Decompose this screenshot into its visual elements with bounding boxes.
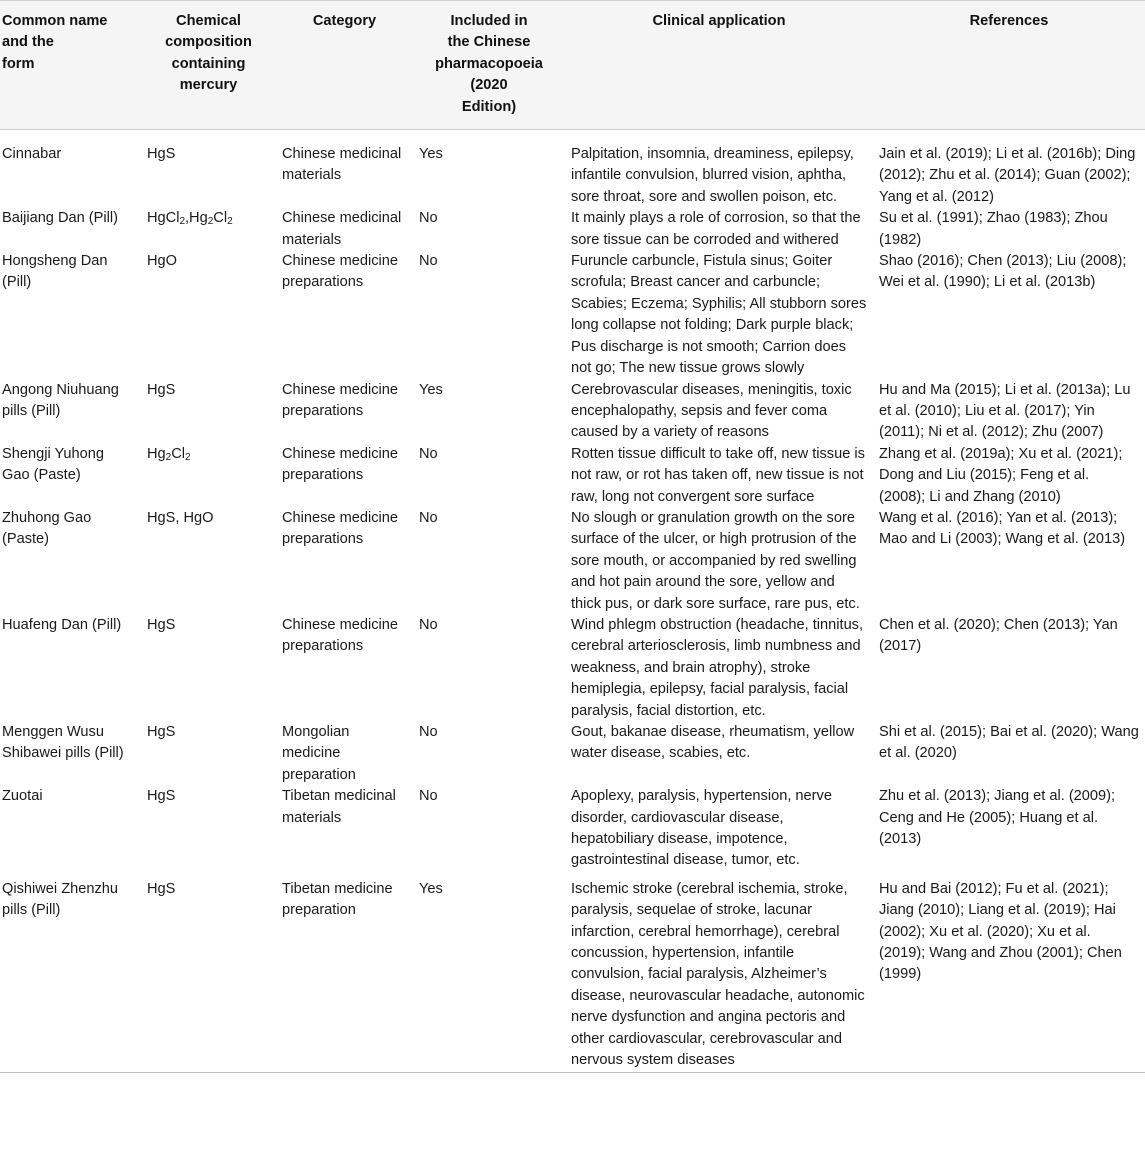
cell-included-text: No [419,509,438,526]
cell-clinical-application [565,380,873,444]
header-category: Category [312,13,377,29]
cell-included-text: Yes [419,381,443,398]
cell-references [873,879,1145,1072]
cell-category [276,786,413,879]
cell-clinical-application-text: Rotten tissue difficult to take off, new tissue is not raw, or rot has taken off, new tissue is not raw, long not convergent sore surface [571,445,865,505]
table-row [0,786,1145,879]
cell-common-name [0,380,141,444]
cell-chemical-composition [141,444,276,508]
cell-chemical-composition-text: HgO [147,253,178,270]
table-body [0,130,1145,1072]
cell-chemical-composition-text: $HgCl_2,Hg_2Cl_2$ [147,210,233,228]
cell-included [413,879,565,1072]
cell-chemical-composition [141,380,276,444]
header-row [0,1,1145,130]
cell-references [873,444,1145,508]
cell-included [413,380,565,444]
cell-category [276,722,413,786]
cell-common-name-text: Hongsheng Dan (Pill) [2,253,108,291]
header-references: References [969,13,1049,29]
cell-references [873,380,1145,444]
table-row [0,251,1145,379]
cell-included-text: No [419,616,438,633]
cell-references [873,508,1145,615]
cell-clinical-application-text: Palpitation, insomnia, dreaminess, epilepsy, infantile convulsion, blurred vision, aphtha, sore throat, sore and swollen poison, etc. [571,146,854,205]
header-chemical-composition: Chemical composition containing mercury [165,13,252,94]
cell-common-name-text: Baijiang Dan (Pill) [2,210,118,227]
cell-category-text: Chinese medicine preparations [282,509,399,548]
table-row [0,444,1145,508]
cell-common-name-text: Zhuhong Gao (Paste) [2,509,92,548]
cell-common-name [0,130,141,209]
cell-clinical-application [565,508,873,615]
cell-clinical-application [565,251,873,379]
cell-common-name [0,879,141,1072]
cell-included [413,130,565,209]
cell-included [413,444,565,508]
cell-clinical-application [565,786,873,879]
cell-category-text: Chinese medicine preparations [282,253,399,291]
cell-category-text: Chinese medicinal materials [282,146,402,184]
cell-common-name-text: Angong Niuhuang pills (Pill) [2,381,119,419]
cell-common-name-text: Menggen Wusu Shibawei pills (Pill) [2,724,124,762]
cell-category-text: Mongolian medicine preparation [282,724,356,783]
cell-clinical-application-text: Cerebrovascular diseases, meningitis, toxic encephalopathy, sepsis and fever coma caused by a variety of reasons [571,381,852,441]
cell-chemical-composition [141,251,276,379]
cell-references-text: Chen et al. (2020); Chen (2013); Yan (2017) [879,616,1118,655]
table-row [0,722,1145,786]
cell-common-name [0,786,141,879]
cell-common-name-text: Shengji Yuhong Gao (Paste) [2,445,104,484]
cell-references-text: Su et al. (1991); Zhao (1983); Zhou (1982) [879,210,1108,248]
header-included-in-pharmacopoeia: Included in the Chinese pharmacopoeia (2020 Edition) [435,13,543,115]
cell-chemical-composition [141,130,276,209]
cell-chemical-composition [141,722,276,786]
cell-category-text: Chinese medicine preparations [282,616,399,655]
cell-references-text: Hu and Ma (2015); Li et al. (2013a); Lu et al. (2010); Liu et al. (2017); Yin (2011); Ni et al. (2012); Zhu (2007) [879,381,1131,441]
cell-clinical-application [565,879,873,1072]
cell-chemical-composition [141,786,276,879]
cell-references [873,251,1145,379]
cell-chemical-composition-text: HgS [147,788,176,805]
cell-category-text: Chinese medicine preparations [282,381,399,419]
cell-chemical-composition-text: HgS [147,146,176,163]
cell-common-name-text: Zuotai [2,788,43,805]
cell-common-name [0,508,141,615]
table-row [0,208,1145,251]
cell-included-text: Yes [419,146,443,163]
cell-chemical-composition-text: $Hg_2Cl_2$ [147,445,191,463]
cell-references-text: Shao (2016); Chen (2013); Liu (2008); Wei et al. (1990); Li et al. (2013b) [879,253,1127,291]
cell-common-name [0,251,141,379]
cell-clinical-application [565,444,873,508]
cell-included [413,786,565,879]
table-row [0,879,1145,1072]
cell-included-text: No [419,210,438,227]
table-row [0,380,1145,444]
cell-references [873,208,1145,251]
cell-included [413,615,565,722]
cell-category-text: Tibetan medicinal materials [282,788,396,826]
header-clinical-application: Clinical application [652,13,786,29]
cell-included-text: No [419,724,438,740]
cell-clinical-application-text: Apoplexy, paralysis, hypertension, nerve disorder, cardiovascular disease, hepatobiliary disease, impotence, gastrointestinal disease, tumor, etc. [571,788,832,869]
cell-included-text: No [419,788,438,805]
cell-references [873,722,1145,786]
cell-included [413,251,565,379]
cell-category-text: Tibetan medicine preparation [282,880,393,919]
cell-clinical-application-text: Ischemic stroke (cerebral ischemia, stroke, paralysis, sequelae of stroke, lacunar infarction, cerebral hemorrhage), cerebral concussion, hypertension, infantile convulsion, facial paralysis, Alzheimer’s disease, neurovascular headache, autonomic nerve dysfunction and angina pectoris and other cardiovascular, cerebrovascular and nervous system diseases [571,880,865,1069]
cell-included-text: No [419,253,438,270]
cell-category [276,508,413,615]
cell-common-name [0,208,141,251]
cell-references [873,130,1145,209]
cell-references-text: Shi et al. (2015); Bai et al. (2020); Wang et al. (2020) [879,724,1139,762]
cell-clinical-application [565,208,873,251]
cell-category [276,251,413,379]
cell-category [276,444,413,508]
cell-chemical-composition-text: HgS [147,381,176,398]
cell-clinical-application [565,722,873,786]
cell-references-text: Zhang et al. (2019a); Xu et al. (2021); Dong and Liu (2015); Feng et al. (2008); Li and Zhang (2010) [879,445,1123,505]
cell-included-text: Yes [419,880,443,897]
cell-category [276,380,413,444]
cell-references-text: Jain et al. (2019); Li et al. (2016b); Ding (2012); Zhu et al. (2014); Guan (2002); Yang et al. (2012) [879,146,1136,205]
cell-chemical-composition-text: HgS, HgO [147,509,214,526]
table-row [0,508,1145,615]
cell-common-name-text: Qishiwei Zhenzhu pills (Pill) [2,880,118,919]
cell-included [413,208,565,251]
cell-category-text: Chinese medicine preparations [282,445,399,484]
cell-common-name [0,444,141,508]
cell-chemical-composition [141,615,276,722]
cell-chemical-composition-text: HgS [147,616,176,633]
cell-references [873,786,1145,879]
cell-category-text: Chinese medicinal materials [282,210,402,248]
cell-chemical-composition [141,508,276,615]
cell-references-text: Hu and Bai (2012); Fu et al. (2021); Jiang (2010); Liang et al. (2019); Hai (2002); Xu et al. (2020); Xu et al. (2019); Wang and Zhou (2001); Chen (1999) [879,880,1122,983]
cell-included-text: No [419,445,438,462]
cell-included [413,508,565,615]
cell-clinical-application-text: No slough or granulation growth on the sore surface of the ulcer, or high protrusion of the sore mouth, or accompanied by red swelling and hot pain around the sore, yellow and thick pus, or dark sore surface, rare pus, etc. [571,509,860,612]
cell-clinical-application [565,130,873,209]
cell-common-name [0,615,141,722]
cell-category [276,879,413,1072]
cell-common-name-text: Cinnabar [2,146,62,163]
cell-chemical-composition-text: HgS [147,724,176,740]
cell-chemical-composition [141,879,276,1072]
cell-category [276,208,413,251]
table-header [0,1,1145,130]
cell-clinical-application-text: Wind phlegm obstruction (headache, tinnitus, cerebral arteriosclerosis, limb numbness and weakness, and brain atrophy), stroke hemiplegia, epilepsy, facial paralysis, facial paralysis, facial distortion, etc. [571,616,864,719]
table-row [0,615,1145,722]
cell-included [413,722,565,786]
cell-clinical-application [565,615,873,722]
cell-chemical-composition [141,208,276,251]
cell-references-text: Zhu et al. (2013); Jiang et al. (2009); Ceng and He (2005); Huang et al. (2013) [879,788,1116,848]
cell-chemical-composition-text: HgS [147,880,176,897]
cell-clinical-application-text: Furuncle carbuncle, Fistula sinus; Goiter scrofula; Breast cancer and carbuncle; Scabies; Eczema; Syphilis; All stubborn sores long collapse not folding; Dark purple black; Pus discharge is not smooth; Carrion does not go; The new tissue grows slowly [571,253,867,377]
cell-references-text: Wang et al. (2016); Yan et al. (2013); Mao and Li (2003); Wang et al. (2013) [879,509,1126,548]
cell-clinical-application-text: Gout, bakanae disease, rheumatism, yellow water disease, scabies, etc. [571,724,855,762]
cell-category [276,615,413,722]
cell-references [873,615,1145,722]
table-row [0,130,1145,209]
header-common-name: Common name and the form [2,13,108,72]
cell-common-name-text: Huafeng Dan (Pill) [2,616,122,633]
cell-common-name [0,722,141,786]
cell-clinical-application-text: It mainly plays a role of corrosion, so that the sore tissue can be corroded and withered [571,210,861,248]
cell-category [276,130,413,209]
